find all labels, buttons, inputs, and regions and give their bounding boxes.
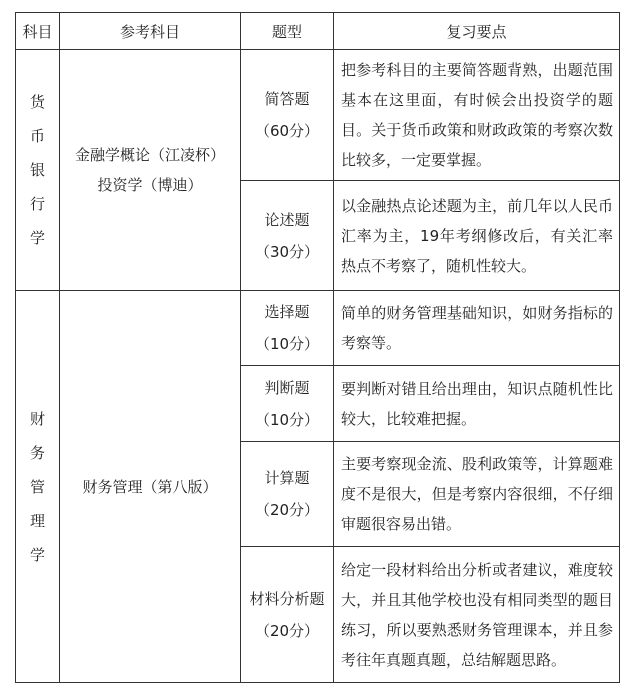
question-type-cell — [241, 291, 334, 366]
reference-cell-money-banking — [60, 50, 241, 291]
question-type-cell — [241, 366, 334, 442]
reference-book: 金融学概论（江凌杯） — [74, 146, 225, 164]
review-table — [15, 12, 620, 683]
review-point-cell: 以金融热点论述题为主，前几年以人民币汇率为主，19年考纲修改后，有关汇率热点不考察了，随机性较大。 — [334, 181, 620, 291]
question-type: 材料分析题 — [249, 589, 325, 608]
question-type: 计算题 — [264, 469, 310, 487]
subject-char: 管 — [29, 477, 45, 496]
reference-book: 财务管理（第八版） — [82, 477, 218, 496]
question-type: 选择题 — [264, 303, 310, 321]
question-type: 简答题 — [264, 90, 310, 108]
question-score: （60分） — [254, 122, 320, 140]
question-score: （20分） — [254, 501, 320, 519]
subject-char: 财 — [29, 409, 45, 428]
subject-char: 货 — [29, 93, 45, 111]
subject-char: 币 — [29, 127, 45, 145]
question-type-cell — [241, 547, 334, 683]
table-row — [16, 50, 620, 181]
question-type-cell — [241, 181, 334, 291]
header-subject: 科目 — [16, 13, 60, 50]
review-point-cell: 主要考察现金流、股利政策等，计算题难度不是很大，但是考察内容很细，不仔细审题很容易出错。 — [334, 442, 620, 547]
question-score: （20分） — [254, 621, 320, 640]
subject-cell-money-banking — [16, 50, 60, 291]
subject-char: 理 — [29, 511, 45, 530]
subject-char: 银 — [29, 161, 45, 179]
subject-char: 务 — [29, 443, 45, 462]
subject-cell-financial-management — [16, 291, 60, 683]
header-reference: 参考科目 — [60, 13, 241, 50]
question-score: （30分） — [254, 242, 320, 261]
header-question-type: 题型 — [241, 13, 334, 50]
question-type-cell — [241, 50, 334, 181]
review-point-cell: 把参考科目的主要简答题背熟，出题范围基本在这里面，有时候会出投资学的题目。关于货币政策和财政政策的考察次数比较多，一定要掌握。 — [334, 50, 620, 181]
header-review-points: 复习要点 — [334, 13, 620, 50]
question-score: （10分） — [254, 335, 320, 353]
header-row — [16, 13, 620, 50]
question-type-cell — [241, 442, 334, 547]
question-type: 判断题 — [264, 378, 310, 397]
subject-char: 学 — [29, 545, 45, 564]
reference-cell-financial-management — [60, 291, 241, 683]
table-row — [16, 291, 620, 366]
review-point-cell: 给定一段材料给出分析或者建议，难度较大，并且其他学校也没有相同类型的题目练习，所以要熟悉财务管理课本，并且参考往年真题真题，总结解题思路。 — [334, 547, 620, 683]
question-type: 论述题 — [264, 210, 310, 229]
question-score: （10分） — [254, 410, 320, 429]
subject-char: 学 — [29, 229, 45, 247]
review-point-cell: 简单的财务管理基础知识，如财务指标的考察等。 — [334, 291, 620, 366]
review-point-cell: 要判断对错且给出理由，知识点随机性比较大，比较难把握。 — [334, 366, 620, 442]
subject-char: 行 — [29, 195, 45, 213]
reference-book: 投资学（博迪） — [97, 176, 203, 194]
